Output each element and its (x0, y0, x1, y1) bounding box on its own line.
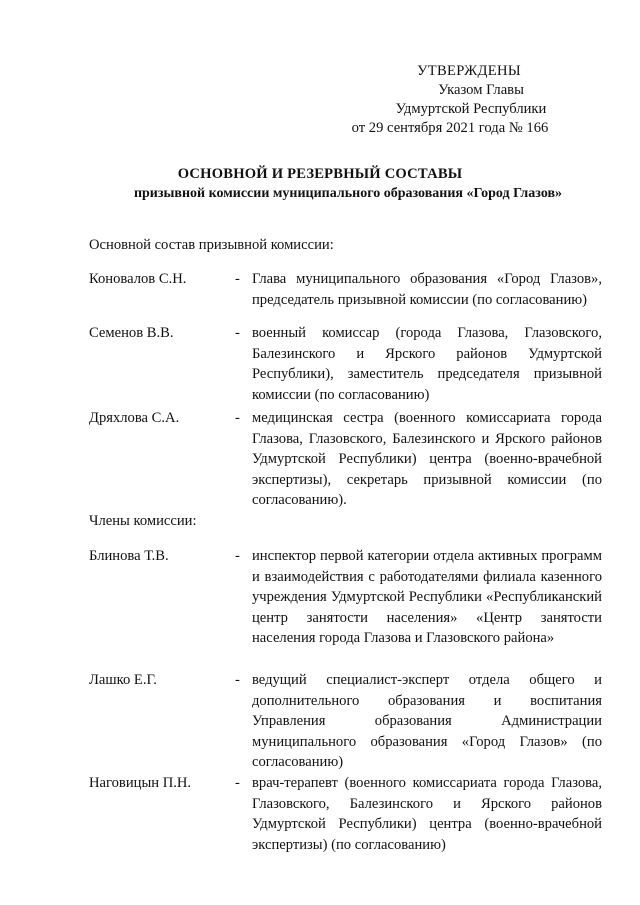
member-name: Блинова Т.В. (89, 548, 169, 564)
member-dash: - (235, 325, 240, 341)
member-name: Дряхлова С.А. (89, 410, 180, 426)
member-role: врач-терапевт (военного комиссариата города Глазова, Глазовского, Балезинского и Ярского районов Удмуртской Республики) центра (военно-врачебной экспертизы) (по согласованию) (252, 775, 602, 853)
member-role: Глава муниципального образования «Город Глазов», председатель призывной комиссии (по согласованию) (252, 271, 602, 308)
approval-heading: УТВЕРЖДЕНЫ (417, 63, 521, 79)
member-dash: - (235, 548, 240, 564)
approval-stamp (300, 62, 600, 138)
document-title (0, 164, 640, 203)
approval-line: Удмуртской Республики (395, 101, 547, 117)
member-name: Коновалов С.Н. (89, 271, 187, 287)
member-name: Лашко Е.Г. (89, 672, 157, 688)
approval-line: Указом Главы (438, 82, 524, 98)
member-role: ведущий специалист-эксперт отдела общего и дополнительного образования и воспитания Управления образования Администрации муниципального образования «Город Глазов» (по согласованию) (252, 672, 602, 770)
member-dash: - (235, 410, 240, 426)
page-title: ОСНОВНОЙ И РЕЗЕРВНЫЙ СОСТАВЫ (177, 166, 463, 182)
member-role: военный комиссар (города Глазова, Глазовского, Балезинского и Ярского районов Удмуртской Республики), заместитель председателя призывной комиссии (по согласованию) (252, 325, 602, 403)
member-dash: - (235, 775, 240, 791)
member-name: Семенов В.В. (89, 325, 174, 341)
approval-line: от 29 сентября 2021 года № 166 (351, 120, 549, 136)
members-section-heading: Члены комиссии: (89, 513, 197, 529)
member-name: Наговицын П.Н. (89, 775, 192, 791)
member-role: медицинская сестра (военного комиссариата города Глазова, Глазовского, Балезинского и Ярского районов Удмуртской Республики) центра (военно-врачебной экспертизы), секретарь призывной комиссии (по согласованию). (252, 410, 602, 508)
member-dash: - (235, 672, 240, 688)
member-role: инспектор первой категории отдела активных программ и взаимодействия с работодателями филиала казенного учреждения Удмуртской Республики «Республиканский центр занятости населения» «Центр занятости населения города Глазова и Глазовского района» (252, 548, 602, 646)
page-subtitle: призывной комиссии муниципального образования «Город Глазов» (133, 186, 563, 201)
main-section-heading: Основной состав призывной комиссии: (89, 237, 334, 253)
member-dash: - (235, 271, 240, 287)
